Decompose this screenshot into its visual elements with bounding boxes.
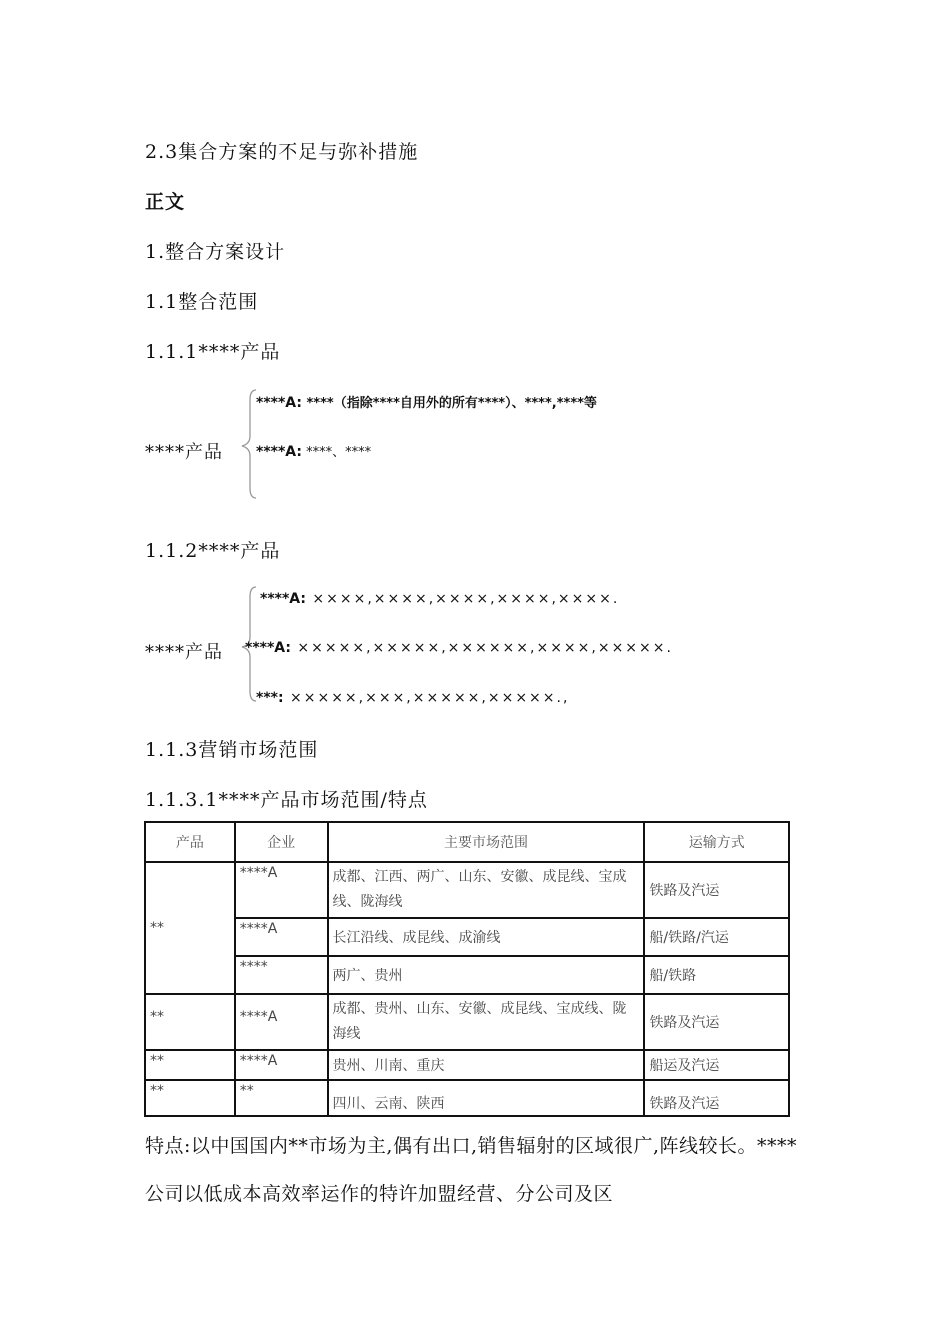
cell-transport: 铁路及汽运 bbox=[644, 1080, 789, 1116]
group2-item bbox=[260, 591, 619, 607]
item-text: ×××××,×××××,××××××,××××,×××××. bbox=[290, 640, 673, 656]
cell-transport: 船/铁路/汽运 bbox=[644, 918, 789, 956]
group2-item bbox=[245, 640, 673, 656]
header-company: 企业 bbox=[235, 822, 328, 862]
group1-label: ****产品 bbox=[145, 442, 223, 463]
cell-transport: 船/铁路 bbox=[644, 956, 789, 994]
heading-1-1: 1.1整合范围 bbox=[145, 291, 259, 313]
market-table bbox=[144, 821, 790, 1117]
table-header-row bbox=[145, 822, 789, 862]
table-row bbox=[145, 1080, 789, 1116]
table-row bbox=[145, 918, 789, 956]
cell-transport: 铁路及汽运 bbox=[644, 994, 789, 1050]
heading-1-1-1: 1.1.1****产品 bbox=[145, 341, 281, 363]
item-key: ***: bbox=[256, 690, 284, 706]
item-text: ×××××,×××,×××××,×××××., bbox=[283, 690, 570, 706]
item-key: ****A: bbox=[260, 591, 306, 607]
feature-paragraph: 特点:以中国国内**市场为主,偶有出口,销售辐射的区域很广,阵线较长。****公司以低成本高效率运作的特许加盟经营、分公司及区 bbox=[145, 1135, 798, 1205]
header-market: 主要市场范围 bbox=[328, 822, 645, 862]
cell-product: ** bbox=[145, 994, 235, 1050]
cell-product: ** bbox=[145, 862, 235, 994]
heading-1-1-2: 1.1.2****产品 bbox=[145, 540, 281, 562]
cell-company: ****A bbox=[235, 862, 328, 918]
cell-market: 两广、贵州 bbox=[328, 956, 645, 994]
cell-transport: 铁路及汽运 bbox=[644, 862, 789, 918]
item-text: ****、**** bbox=[301, 445, 372, 460]
cell-market: 成都、江西、两广、山东、安徽、成昆线、宝成线、陇海线 bbox=[328, 862, 645, 918]
group2-label: ****产品 bbox=[145, 642, 223, 663]
item-text: ××××,××××,××××,××××,××××. bbox=[305, 591, 620, 607]
header-transport: 运输方式 bbox=[644, 822, 789, 862]
group1-item bbox=[256, 441, 371, 460]
cell-company: ****A bbox=[235, 918, 328, 956]
cell-product: ** bbox=[145, 1080, 235, 1116]
item-text: ****（指除****自用外的所有****）、****,****等 bbox=[301, 396, 597, 411]
heading-2-3: 2.3集合方案的不足与弥补措施 bbox=[145, 141, 419, 163]
cell-market: 贵州、川南、重庆 bbox=[328, 1050, 645, 1080]
cell-transport: 船运及汽运 bbox=[644, 1050, 789, 1080]
heading-1-1-3-1: 1.1.3.1****产品市场范围/特点 bbox=[145, 789, 428, 811]
cell-market: 四川、云南、陕西 bbox=[328, 1080, 645, 1116]
group2-item bbox=[256, 690, 569, 706]
cell-company: ** bbox=[235, 1080, 328, 1116]
table-row bbox=[145, 862, 789, 918]
heading-1-1-3: 1.1.3营销市场范围 bbox=[145, 739, 319, 761]
item-key: ****A: bbox=[256, 444, 302, 460]
body-title: 正文 bbox=[145, 191, 186, 213]
cell-market: 成都、贵州、山东、安徽、成昆线、宝成线、陇海线 bbox=[328, 994, 645, 1050]
table-row bbox=[145, 956, 789, 994]
cell-company: ****A bbox=[235, 994, 328, 1050]
heading-1: 1.整合方案设计 bbox=[145, 241, 286, 263]
cell-market: 长江沿线、成昆线、成渝线 bbox=[328, 918, 645, 956]
item-key: ****A: bbox=[245, 640, 291, 656]
table-row bbox=[145, 994, 789, 1050]
cell-product: ** bbox=[145, 1050, 235, 1080]
cell-company: ****A bbox=[235, 1050, 328, 1080]
header-product: 产品 bbox=[145, 822, 235, 862]
table-row bbox=[145, 1050, 789, 1080]
item-key: ****A: bbox=[256, 395, 302, 411]
group1-item bbox=[256, 392, 597, 411]
cell-company: **** bbox=[235, 956, 328, 994]
